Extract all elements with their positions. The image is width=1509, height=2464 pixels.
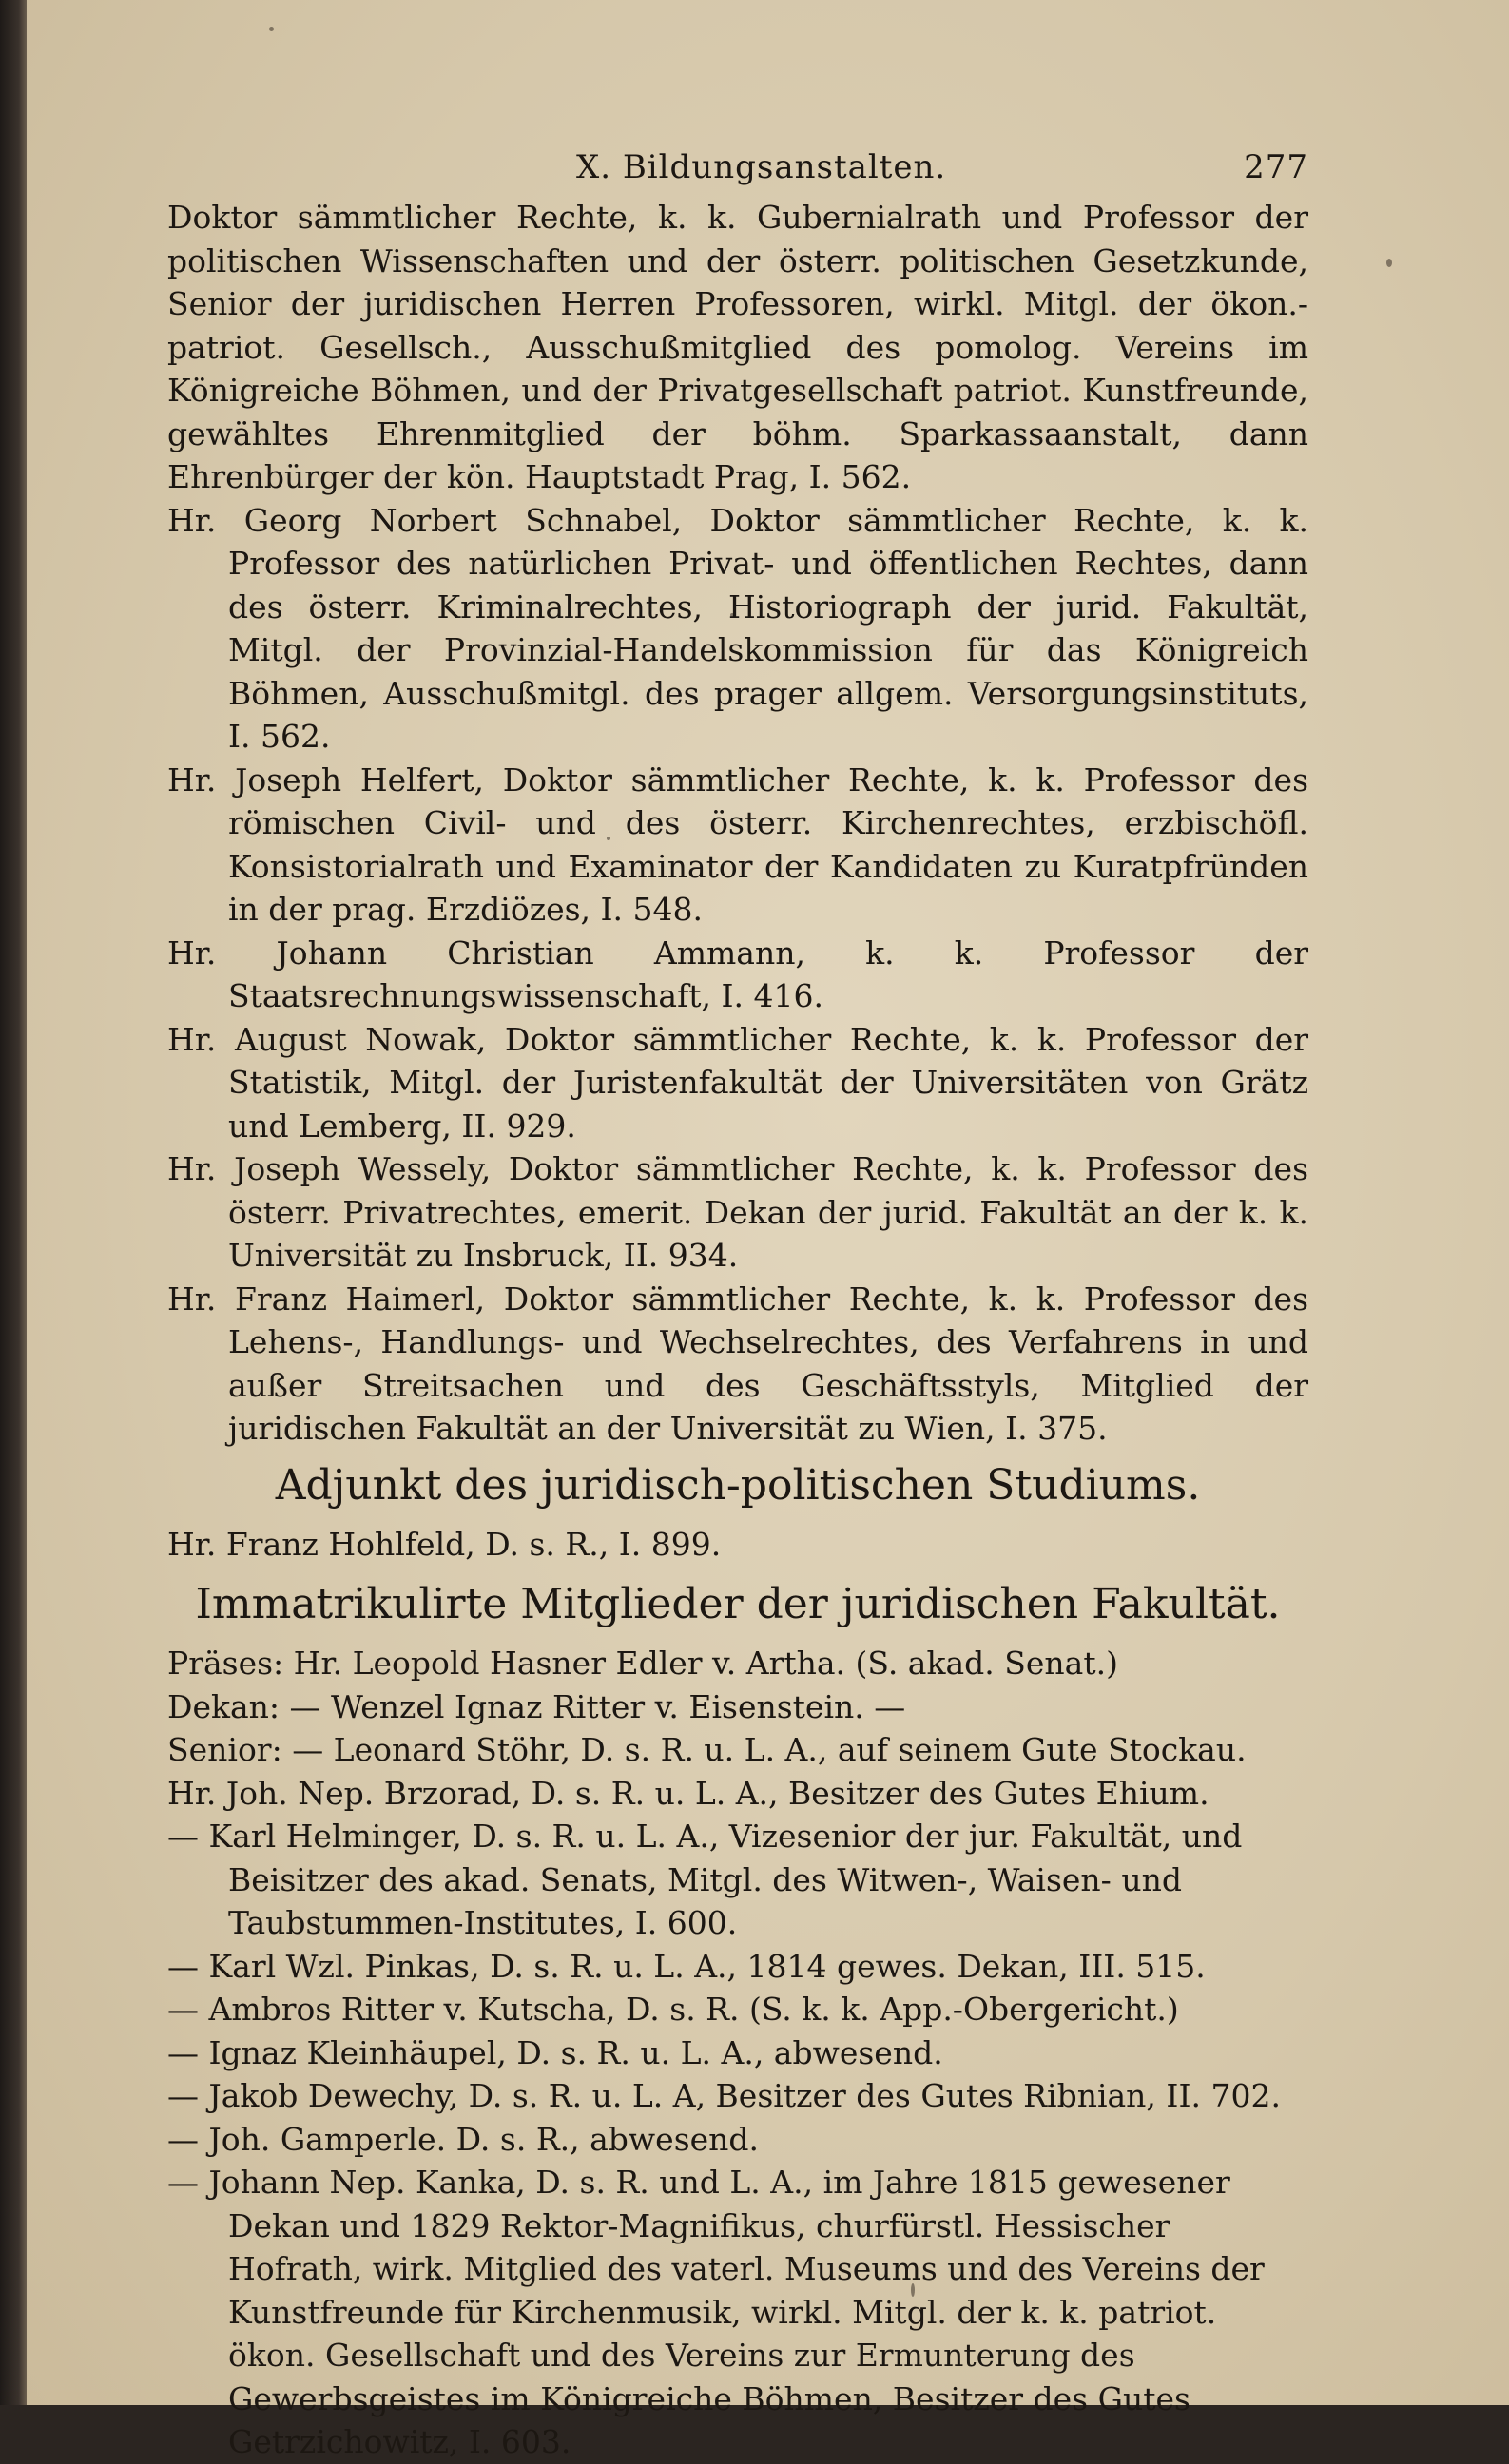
member-entry: — Johann Nep. Kanka, D. s. R. und L. A., im Jahre 1815 gewesener Dekan und 1829 Rektor-Magnifikus, churfürstl. Hessischer Hofrath, wirk. Mitglied des vaterl. Museums und des Vereins der Kunstfreunde für Kirchenmusik, wirkl. Mitgl. der k. k. patriot. ökon. Gesellschaft und des Vereins zur Ermunterung des Gewerbsgeistes im Königreiche Böhmen, Besitzer des Gutes Getrzichowitz, I. 603.	[167, 2164, 1265, 2460]
book-binding	[0, 0, 27, 2405]
member-entry: — Jakob Dewechy, D. s. R. u. L. A, Besitzer des Gutes Ribnian, II. 702.	[167, 2077, 1281, 2114]
page-number: 277	[1244, 148, 1308, 186]
member-entry: Hr. Joh. Nep. Brzorad, D. s. R. u. L. A., Besitzer des Gutes Ehium.	[167, 1774, 1209, 1812]
ink-speck	[1386, 259, 1392, 267]
member-entry: — Karl Wzl. Pinkas, D. s. R. u. L. A., 1814 gewes. Dekan, III. 515.	[167, 1947, 1206, 1985]
adjunkt-entry: Hr. Franz Hohlfeld, D. s. R., I. 899.	[167, 1525, 722, 1563]
paragraph: Doktor sämmtlicher Rechte, k. k. Gubernialrath und Professor der politischen Wissenschaften und der österr. politischen Gesetzkunde, Senior der juridischen Herren Professoren, wirkl. Mitgl. der ökon.-patriot. Gesellsch., Ausschußmitglied des pomolog. Vereins im Königreiche Böhmen, und der Privatgesellschaft patriot. Kunstfreunde, gewähltes Ehrenmitglied der böhm. Sparkassaanstalt, dann Ehrenbürger der kön. Hauptstadt Prag, I. 562.	[167, 199, 1308, 495]
member-entry: — Joh. Gamperle. D. s. R., abwesend.	[167, 2120, 760, 2158]
ink-speck	[269, 27, 274, 31]
member-entry: — Ignaz Kleinhäupel, D. s. R. u. L. A., abwesend.	[167, 2033, 943, 2071]
running-title: X. Bildungsanstalten.	[576, 148, 947, 186]
book-page	[27, 0, 1509, 2460]
paragraph: Hr. Joseph Wessely, Doktor sämmtlicher Rechte, k. k. Professor des österr. Privatrechtes, emerit. Dekan der jurid. Fakultät an der k. k. Universität zu Insbruck, II. 934.	[167, 1150, 1308, 1274]
running-header	[167, 143, 1308, 196]
section-heading-adjunkt: Adjunkt des juridisch-politischen Studiums.	[275, 1460, 1201, 1510]
officer-senior: Senior: — Leonard Stöhr, D. s. R. u. L. A., auf seinem Gute Stockau.	[167, 1731, 1247, 1768]
page-text	[167, 143, 1308, 2464]
officer-praeses: Präses: Hr. Leopold Hasner Edler v. Artha. (S. akad. Senat.)	[167, 1645, 1118, 1682]
member-entry: — Karl Helminger, D. s. R. u. L. A., Vizesenior der jur. Fakultät, und Beisitzer des akad. Senats, Mitgl. des Witwen-, Waisen- und Taubstummen-Institutes, I. 600.	[167, 1818, 1243, 1941]
officer-dekan: Dekan: — Wenzel Ignaz Ritter v. Eisenstein. —	[167, 1687, 906, 1725]
section-heading-immatrikulirte: Immatrikulirte Mitglieder der juridischen Fakultät.	[195, 1580, 1281, 1628]
paragraph: Hr. Georg Norbert Schnabel, Doktor sämmtlicher Rechte, k. k. Professor des natürlichen Privat- und öffentlichen Rechtes, dann des österr. Kriminalrechtes, Historiograph der jurid. Fakultät, Mitgl. der Provinzial-Handelskommission für das Königreich Böhmen, Ausschußmitgl. des prager allgem. Versorgungsinstituts, I. 562.	[167, 501, 1308, 755]
paragraph: Hr. Johann Christian Ammann, k. k. Professor der Staatsrechnungswissenschaft, I. 416.	[167, 934, 1308, 1014]
paragraph: Hr. August Nowak, Doktor sämmtlicher Rechte, k. k. Professor der Statistik, Mitgl. der Juristenfakultät der Universitäten von Grätz und Lemberg, II. 929.	[167, 1020, 1308, 1145]
member-entry: — Ambros Ritter v. Kutscha, D. s. R. (S. k. k. App.-Obergericht.)	[167, 1991, 1179, 2028]
paragraph: Hr. Joseph Helfert, Doktor sämmtlicher Rechte, k. k. Professor des römischen Civil- und des österr. Kirchenrechtes, erzbischöfl. Konsistorialrath und Examinator der Kandidaten zu Kuratpfründen in der prag. Erzdiözes, I. 548.	[167, 760, 1308, 928]
paragraph: Hr. Franz Haimerl, Doktor sämmtlicher Rechte, k. k. Professor des Lehens-, Handlungs- und Wechselrechtes, des Verfahrens in und außer Streitsachen und des Geschäftsstyls, Mitglied der juridischen Fakultät an der Universität zu Wien, I. 375.	[167, 1280, 1308, 1447]
